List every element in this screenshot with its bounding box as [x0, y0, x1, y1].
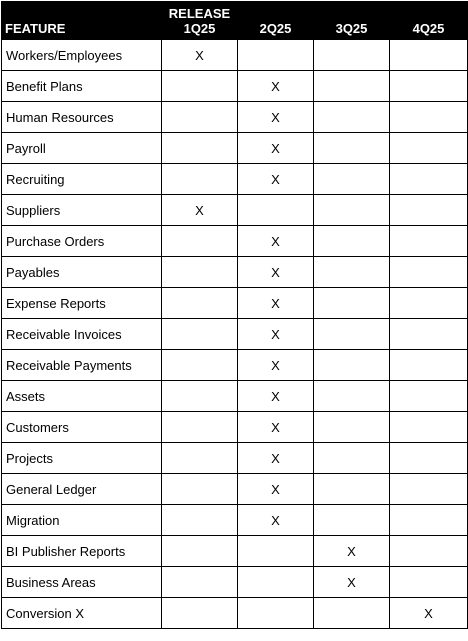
- empty-cell: [238, 40, 314, 71]
- empty-cell: [314, 71, 390, 102]
- empty-cell: [314, 381, 390, 412]
- table-row: [2, 319, 468, 350]
- feature-name-cell: Payables: [2, 257, 162, 288]
- feature-name-cell: BI Publisher Reports: [2, 536, 162, 567]
- feature-name-cell: Receivable Invoices: [2, 319, 162, 350]
- empty-cell: [314, 102, 390, 133]
- table-row: [2, 288, 468, 319]
- empty-cell: [162, 288, 238, 319]
- feature-name-cell: Projects: [2, 443, 162, 474]
- feature-name-cell: Migration: [2, 505, 162, 536]
- feature-name-cell: Receivable Payments: [2, 350, 162, 381]
- release-mark-cell: X: [238, 350, 314, 381]
- empty-cell: [162, 505, 238, 536]
- feature-column-header: FEATURE: [2, 2, 162, 40]
- release-mark-cell: X: [238, 133, 314, 164]
- release-label: RELEASE: [168, 6, 231, 21]
- empty-cell: [390, 443, 468, 474]
- empty-cell: [314, 164, 390, 195]
- empty-cell: [390, 505, 468, 536]
- empty-cell: [314, 195, 390, 226]
- feature-name-cell: Assets: [2, 381, 162, 412]
- release-mark-cell: X: [238, 443, 314, 474]
- table-row: [2, 226, 468, 257]
- empty-cell: [162, 71, 238, 102]
- feature-name-cell: Purchase Orders: [2, 226, 162, 257]
- table-row: [2, 40, 468, 71]
- table-row: [2, 102, 468, 133]
- empty-cell: [314, 350, 390, 381]
- empty-cell: [162, 412, 238, 443]
- feature-name-cell: Suppliers: [2, 195, 162, 226]
- feature-name-cell: Human Resources: [2, 102, 162, 133]
- table-header: [2, 2, 468, 40]
- empty-cell: [162, 536, 238, 567]
- empty-cell: [314, 598, 390, 629]
- quarter-label: 1Q25: [183, 21, 216, 36]
- quarter-header-3q25: [314, 2, 390, 40]
- empty-cell: [314, 226, 390, 257]
- feature-name-cell: Business Areas: [2, 567, 162, 598]
- table-row: [2, 381, 468, 412]
- empty-cell: [238, 536, 314, 567]
- empty-cell: [314, 257, 390, 288]
- empty-cell: [390, 257, 468, 288]
- table-row: [2, 598, 468, 629]
- empty-cell: [390, 350, 468, 381]
- release-mark-cell: X: [238, 412, 314, 443]
- empty-cell: [314, 288, 390, 319]
- empty-cell: [390, 71, 468, 102]
- empty-cell: [390, 412, 468, 443]
- empty-cell: [238, 598, 314, 629]
- empty-cell: [314, 319, 390, 350]
- empty-cell: [314, 443, 390, 474]
- empty-cell: [390, 133, 468, 164]
- release-mark-cell: X: [238, 505, 314, 536]
- empty-cell: [162, 164, 238, 195]
- release-mark-cell: X: [162, 40, 238, 71]
- feature-name-cell: Conversion X: [2, 598, 162, 629]
- empty-cell: [162, 567, 238, 598]
- table-row: [2, 443, 468, 474]
- empty-cell: [390, 567, 468, 598]
- empty-cell: [238, 195, 314, 226]
- empty-cell: [162, 257, 238, 288]
- release-mark-cell: X: [162, 195, 238, 226]
- empty-cell: [238, 567, 314, 598]
- empty-cell: [162, 319, 238, 350]
- feature-name-cell: Recruiting: [2, 164, 162, 195]
- empty-cell: [162, 598, 238, 629]
- quarter-label: 2Q25: [259, 21, 292, 36]
- table-row: [2, 257, 468, 288]
- empty-cell: [390, 195, 468, 226]
- empty-cell: [390, 319, 468, 350]
- feature-name-cell: Workers/Employees: [2, 40, 162, 71]
- release-mark-cell: X: [390, 598, 468, 629]
- empty-cell: [162, 474, 238, 505]
- empty-cell: [314, 40, 390, 71]
- table-row: [2, 71, 468, 102]
- feature-name-cell: Customers: [2, 412, 162, 443]
- release-mark-cell: X: [314, 536, 390, 567]
- feature-name-cell: Payroll: [2, 133, 162, 164]
- feature-name-cell: Benefit Plans: [2, 71, 162, 102]
- feature-name-cell: Expense Reports: [2, 288, 162, 319]
- empty-cell: [314, 412, 390, 443]
- quarter-header-4q25: [390, 2, 468, 40]
- table-row: [2, 505, 468, 536]
- empty-cell: [162, 350, 238, 381]
- quarter-label: 3Q25: [335, 21, 368, 36]
- release-mark-cell: X: [238, 257, 314, 288]
- table-row: [2, 133, 468, 164]
- empty-cell: [390, 474, 468, 505]
- empty-cell: [162, 381, 238, 412]
- empty-cell: [162, 226, 238, 257]
- quarter-label: 4Q25: [412, 21, 445, 36]
- header-row: [2, 2, 468, 40]
- table-row: [2, 195, 468, 226]
- empty-cell: [314, 505, 390, 536]
- table-row: [2, 412, 468, 443]
- feature-name-cell: General Ledger: [2, 474, 162, 505]
- empty-cell: [162, 102, 238, 133]
- table-row: [2, 536, 468, 567]
- table-row: [2, 164, 468, 195]
- release-mark-cell: X: [314, 567, 390, 598]
- table-row: [2, 350, 468, 381]
- empty-cell: [390, 288, 468, 319]
- release-table: [1, 1, 468, 629]
- empty-cell: [314, 474, 390, 505]
- table-row: [2, 567, 468, 598]
- release-mark-cell: X: [238, 102, 314, 133]
- release-mark-cell: X: [238, 226, 314, 257]
- empty-cell: [390, 102, 468, 133]
- table-row: [2, 474, 468, 505]
- release-mark-cell: X: [238, 288, 314, 319]
- release-mark-cell: X: [238, 381, 314, 412]
- empty-cell: [162, 443, 238, 474]
- release-mark-cell: X: [238, 474, 314, 505]
- table-body: [2, 40, 468, 629]
- quarter-header-1q25: [162, 2, 238, 40]
- empty-cell: [390, 164, 468, 195]
- empty-cell: [390, 226, 468, 257]
- empty-cell: [162, 133, 238, 164]
- release-mark-cell: X: [238, 319, 314, 350]
- release-mark-cell: X: [238, 71, 314, 102]
- release-mark-cell: X: [238, 164, 314, 195]
- quarter-header-2q25: [238, 2, 314, 40]
- empty-cell: [390, 381, 468, 412]
- empty-cell: [390, 40, 468, 71]
- empty-cell: [390, 536, 468, 567]
- empty-cell: [314, 133, 390, 164]
